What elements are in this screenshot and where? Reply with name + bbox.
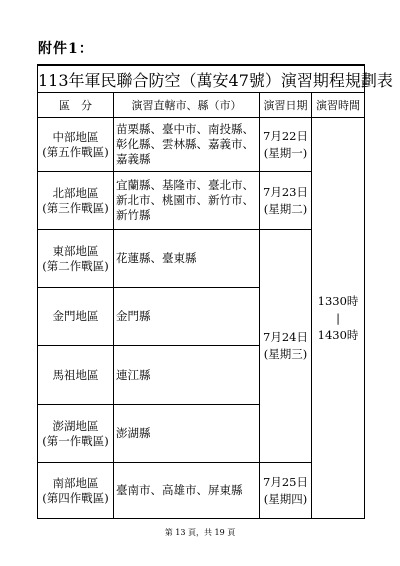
region-cell	[38, 463, 114, 519]
header-region: 區 分	[38, 93, 114, 118]
header-cities: 演習直轄市、縣（市）	[114, 93, 260, 118]
region-cell	[38, 346, 114, 405]
date-text: 7月24日	[263, 330, 308, 345]
region-name: 澎湖地區	[52, 418, 99, 433]
weekday-text: (星期四)	[263, 491, 308, 506]
region-name: 馬祖地區	[52, 367, 99, 382]
date-text: 7月22日	[263, 128, 308, 143]
region-zone: (第二作戰區)	[42, 258, 109, 273]
region-cell	[38, 230, 114, 288]
header-date: 演習日期	[260, 93, 312, 118]
region-name: 南部地區	[52, 475, 99, 490]
time-cell	[312, 118, 365, 519]
cities-cell: 花蓮縣、臺東縣	[114, 230, 260, 288]
cities-cell: 金門縣	[114, 287, 260, 346]
cities-cell: 苗栗縣、臺中市、南投縣、彰化縣、雲林縣、嘉義市、嘉義縣	[114, 118, 260, 171]
time-end: 1430時	[317, 327, 359, 342]
region-cell	[38, 118, 114, 171]
date-cell	[260, 171, 312, 230]
region-cell	[38, 404, 114, 463]
page-number-footer: 第 13 頁，共 19 頁	[164, 528, 236, 537]
region-zone: (第五作戰區)	[42, 144, 109, 159]
region-name: 金門地區	[52, 309, 99, 324]
date-text: 7月25日	[263, 474, 308, 489]
cities-cell: 宜蘭縣、基隆市、臺北市、新北市、桃園市、新竹市、新竹縣	[114, 171, 260, 230]
region-cell	[38, 287, 114, 346]
header-time: 演習時間	[312, 93, 365, 118]
cities-cell: 澎湖縣	[114, 404, 260, 463]
region-zone: (第三作戰區)	[42, 200, 109, 215]
weekday-text: (星期三)	[263, 347, 308, 362]
region-cell	[38, 171, 114, 230]
date-text: 7月23日	[263, 184, 308, 199]
time-start: 1330時	[317, 293, 359, 308]
region-zone: (第一作戰區)	[42, 433, 109, 448]
cities-cell: 連江縣	[114, 346, 260, 405]
weekday-text: (星期一)	[263, 145, 308, 160]
date-cell	[260, 118, 312, 171]
table-title: 113年軍民聯合防空（萬安47號）演習期程規劃表	[38, 65, 365, 93]
table-row	[38, 118, 365, 171]
region-name: 北部地區	[52, 185, 99, 200]
cities-cell: 臺南市、高雄市、屏東縣	[114, 463, 260, 519]
time-separator: |	[336, 310, 340, 325]
schedule-table	[37, 64, 393, 519]
weekday-text: (星期二)	[263, 201, 308, 216]
region-zone: (第四作戰區)	[42, 490, 109, 505]
date-cell	[260, 463, 312, 519]
region-name: 中部地區	[52, 129, 99, 144]
attachment-label: 附件1：	[38, 41, 94, 57]
region-name: 東部地區	[52, 243, 99, 258]
date-cell-shared	[260, 230, 312, 463]
